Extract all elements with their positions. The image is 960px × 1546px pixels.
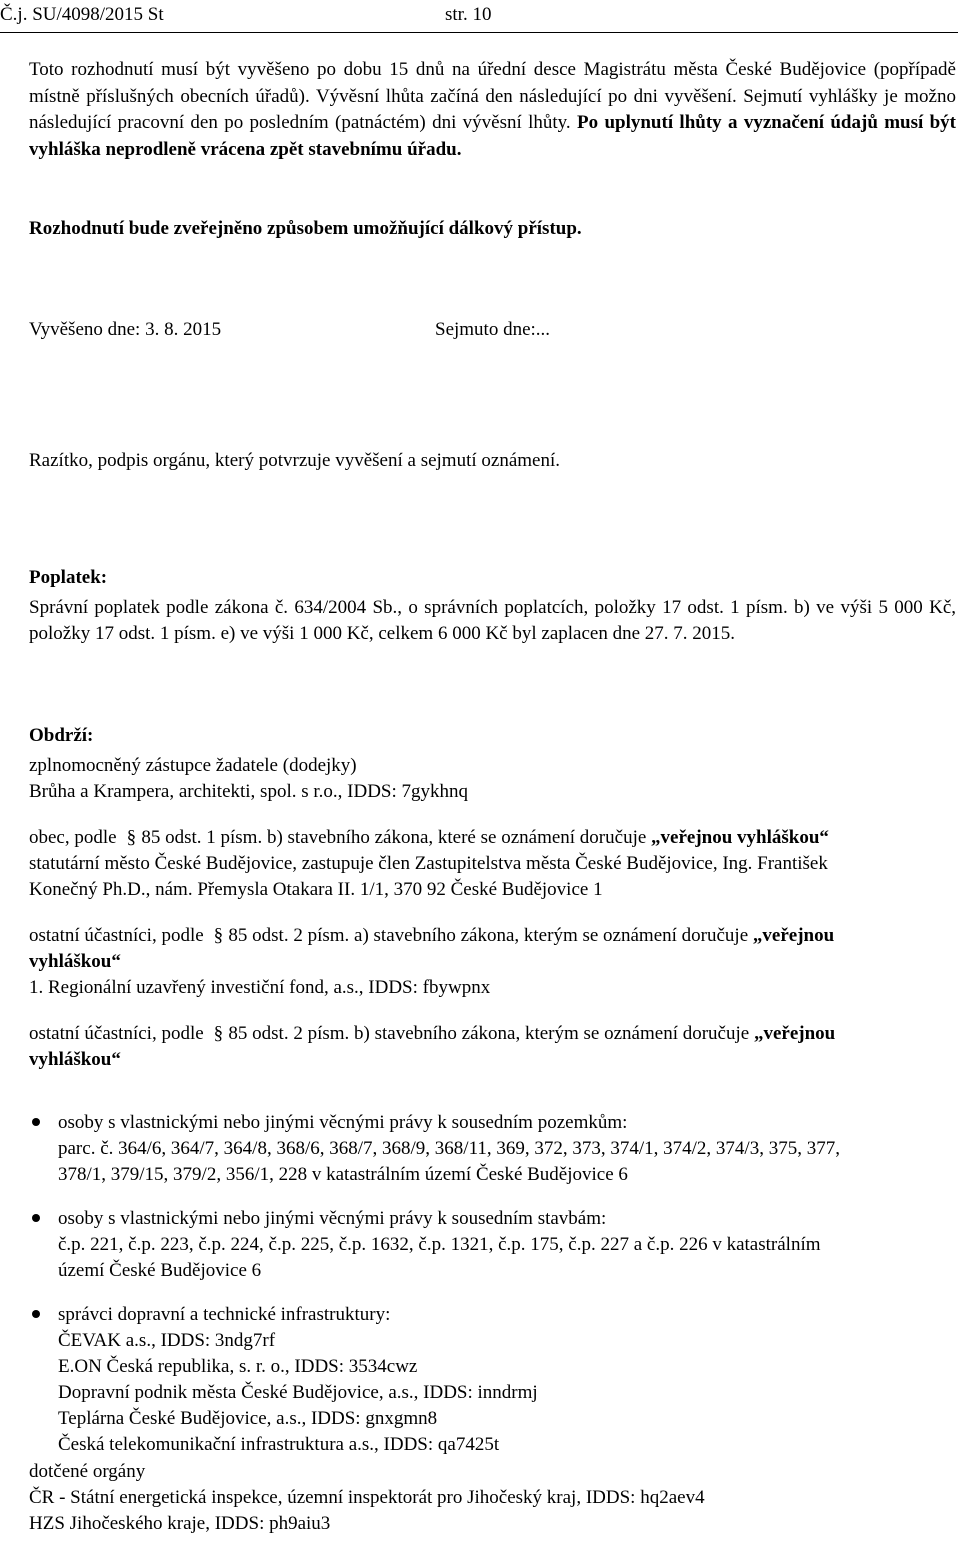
header-rule (0, 32, 958, 33)
bullet-head: osoby s vlastnickými nebo jinými věcnými právy k sousedním stavbám: (58, 1208, 607, 1229)
others-b-post: 85 odst. 2 písm. b) stavebního zákona, kterým se oznámení doručuje (228, 1023, 750, 1044)
publication-notice (29, 57, 956, 163)
bullet-line: Dopravní podnik města České Budějovice, a.s., IDDS: inndrmj (58, 1382, 538, 1403)
bullet-icon (29, 1206, 41, 1218)
posting-dates (29, 317, 956, 343)
bullet-icon (29, 1110, 41, 1122)
agent-name: Brůha a Krampera, architekti, spol. s r.o., IDDS: 7gykhnq (29, 781, 469, 802)
others-a-entity: 1. Regionální uzavřený investiční fond, a.s., IDDS: fbywpnx (29, 977, 491, 998)
recipients-title: Obdrží: (29, 725, 94, 746)
section-sign-icon: § (213, 1023, 224, 1044)
others-a-bold: „veřejnou (752, 925, 835, 946)
city-bold: „veřejnou vyhláškou“ (651, 827, 829, 848)
bullet-item (29, 1206, 956, 1284)
bullet-line: území České Budějovice 6 (58, 1260, 262, 1281)
others-b-bold: „veřejnou (753, 1023, 836, 1044)
city-line-3: Konečný Ph.D., nám. Přemysla Otakara II. 1/1, 370 92 České Budějovice 1 (29, 879, 603, 900)
bullet-line: E.ON Česká republika, s. r. o., IDDS: 3534cwz (58, 1356, 418, 1377)
city-post: 85 odst. 1 písm. b) stavebního zákona, které se oznámení doručuje (141, 827, 647, 848)
stamp-text: Razítko, podpis orgánu, který potvrzuje vyvěšení a sejmutí oznámení. (29, 450, 560, 471)
others-a-bold-2: vyhláškou“ (29, 951, 121, 972)
bullet-item (29, 1110, 956, 1188)
bullet-item (29, 1302, 956, 1458)
others-b-line (29, 1021, 956, 1047)
others-a-line (29, 923, 956, 949)
removed-date: Sejmuto dne:... (435, 319, 551, 340)
publication-bold-text: Po uplynutí lhůty a vyznačení údajů musí být vyhláška neprodleně vrácena zpět stavebnímu úřadu. (29, 112, 957, 160)
bullet-line: Česká telekomunikační infrastruktura a.s., IDDS: qa7425t (58, 1434, 500, 1455)
remote-access-text: Rozhodnutí bude zveřejněno způsobem umožňující dálkový přístup. (29, 218, 582, 239)
city-line-2: statutární město České Budějovice, zastupuje člen Zastupitelstva města České Budějovice, Ing. František (29, 853, 828, 874)
others-a-post: 85 odst. 2 písm. a) stavebního zákona, kterým se oznámení doručuje (228, 925, 749, 946)
section-sign-icon: § (213, 925, 224, 946)
bullet-line: ČEVAK a.s., IDDS: 3ndg7rf (58, 1330, 276, 1351)
bullet-line: 378/1, 379/15, 379/2, 356/1, 228 v katastrálním území České Budějovice 6 (58, 1164, 628, 1185)
city-pre: obec, podle (29, 827, 117, 848)
publication-text: Toto rozhodnutí musí být vyvěšeno po dobu 15 dnů na úřední desce Magistrátu města České Budějovice (popřípadě místně příslušných obecních úřadů). Vývěsní lhůta začíná den následující po dni vyvěšení. Sejmutí vyhlášky je možno následující pracovní den po posledním (patnáctém) dni vývěsní lhůty. (29, 59, 956, 133)
fee-title: Poplatek: (29, 567, 108, 588)
reference-number: Č.j. SU/4098/2015 St (0, 4, 164, 25)
others-a-pre: ostatní účastníci, podle (29, 925, 204, 946)
city-line (29, 825, 956, 851)
fee-text: Správní poplatek podle zákona č. 634/2004 Sb., o správních poplatcích, položky 17 odst. 1 písm. b) ve výši 5 000 Kč, položky 17 odst. 1 písm. e) ve výši 1 000 Kč, celkem 6 000 Kč byl zaplacen dne 27. 7. 2015. (29, 597, 956, 644)
bullet-list (29, 1110, 956, 1458)
others-b-bold-2: vyhláškou“ (29, 1049, 121, 1070)
bullet-head: osoby s vlastnickými nebo jinými věcnými právy k sousedním pozemkům: (58, 1112, 628, 1133)
section-sign-icon: § (126, 827, 137, 848)
authorities-title: dotčené orgány (29, 1461, 146, 1482)
stamp-note (29, 448, 956, 474)
authority-item: ČR - Státní energetická inspekce, územní inspektorát pro Jihočeský kraj, IDDS: hq2aev4 (29, 1487, 705, 1508)
bullet-head: správci dopravní a technické infrastruktury: (58, 1304, 391, 1325)
bullet-line: parc. č. 364/6, 364/7, 364/8, 368/6, 368/7, 368/9, 368/11, 369, 372, 373, 374/1, 374/2, 374/3, 375, 377, (58, 1138, 840, 1159)
recipients-section (29, 723, 956, 1073)
posted-date: Vyvěšeno dne: 3. 8. 2015 (29, 319, 222, 340)
remote-access-note (29, 216, 956, 242)
fee-section (29, 565, 956, 647)
others-b-pre: ostatní účastníci, podle (29, 1023, 204, 1044)
agent-line: zplnomocněný zástupce žadatele (dodejky) (29, 755, 357, 776)
bullet-line: Teplárna České Budějovice, a.s., IDDS: gnxgmn8 (58, 1408, 438, 1429)
authority-item: HZS Jihočeského kraje, IDDS: ph9aiu3 (29, 1513, 331, 1534)
authorities-section (29, 1459, 956, 1537)
bullet-line: č.p. 221, č.p. 223, č.p. 224, č.p. 225, č.p. 1632, č.p. 1321, č.p. 175, č.p. 227 a č.p. 226 v katastrálním (58, 1234, 821, 1255)
bullet-icon (29, 1302, 41, 1314)
page-number: str. 10 (445, 4, 492, 25)
